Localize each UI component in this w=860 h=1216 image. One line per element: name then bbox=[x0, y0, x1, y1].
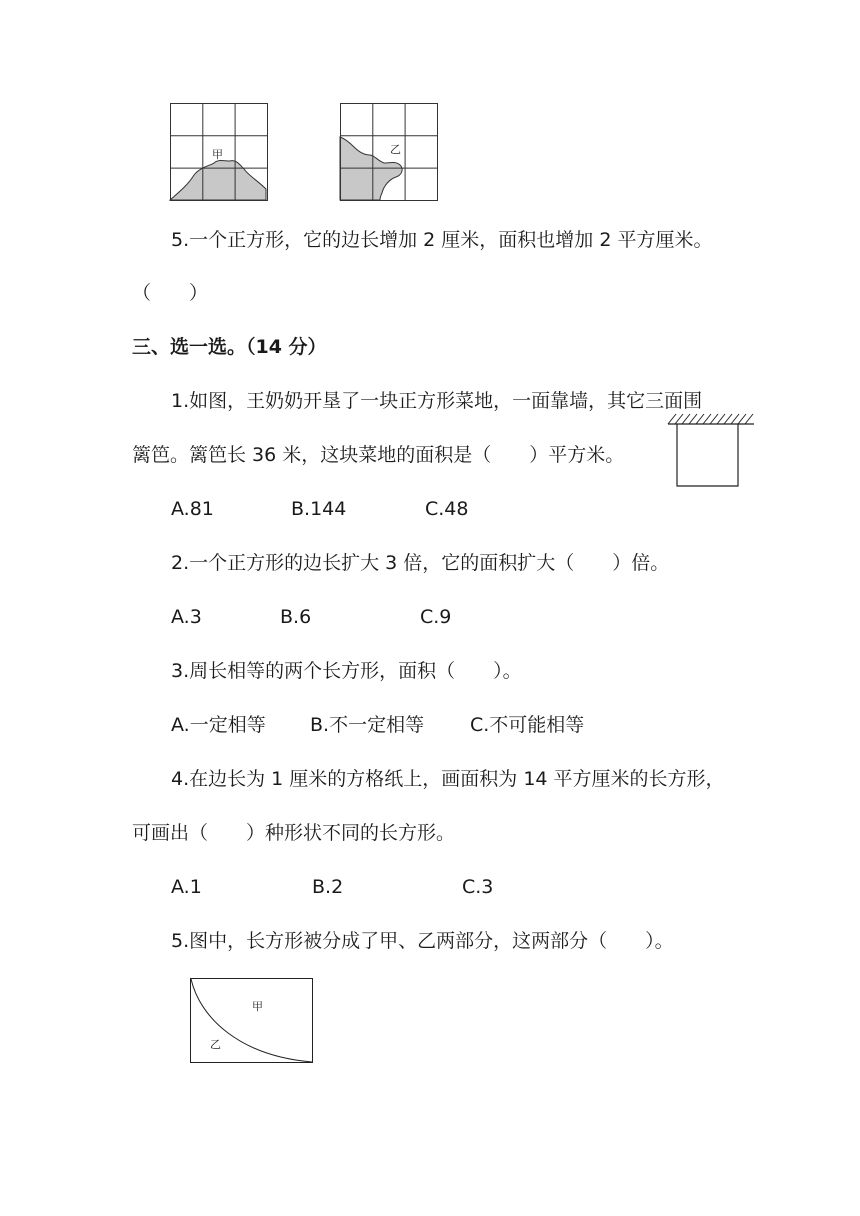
q3: 3.周长相等的两个长方形，面积（ ）。 bbox=[171, 660, 522, 682]
q1-option-b: B.144 bbox=[291, 498, 347, 520]
q3-option-b: B.不一定相等 bbox=[310, 714, 425, 736]
q4-option-a: A.1 bbox=[171, 876, 202, 898]
shaded-region-jia bbox=[170, 161, 266, 201]
q5: 5.图中，长方形被分成了甲、乙两部分，这两部分（ ）。 bbox=[171, 930, 674, 952]
rectangle-outline bbox=[191, 979, 313, 1063]
rectangle-split-figure bbox=[190, 978, 314, 1064]
q1-line2: 篱笆。篱笆长 36 米，这块菜地的面积是（ ）平方米。 bbox=[132, 444, 625, 466]
q4-line2: 可画出（ ）种形状不同的长方形。 bbox=[132, 822, 456, 844]
wall-garden-figure bbox=[668, 410, 754, 488]
grid-figure-yi bbox=[340, 103, 438, 201]
part2-q5: 5.一个正方形，它的边长增加 2 厘米，面积也增加 2 平方厘米。 bbox=[171, 229, 713, 251]
grid-figure-jia bbox=[170, 103, 268, 201]
q3-option-c: C.不可能相等 bbox=[470, 714, 585, 736]
q2-option-b: B.6 bbox=[280, 606, 312, 628]
label-jia: 甲 bbox=[212, 148, 223, 161]
q2-option-a: A.3 bbox=[171, 606, 202, 628]
wall-hatch bbox=[668, 414, 753, 424]
q1-line1: 1.如图，王奶奶开垦了一块正方形菜地，一面靠墙，其它三面围 bbox=[171, 390, 703, 412]
q1-option-c: C.48 bbox=[425, 498, 469, 520]
label-yi: 乙 bbox=[390, 143, 401, 156]
section3-heading: 三、选一选。（14 分） bbox=[132, 336, 327, 358]
fig-label-jia: 甲 bbox=[252, 1000, 263, 1013]
q4-option-b: B.2 bbox=[312, 876, 344, 898]
fig-label-yi: 乙 bbox=[210, 1038, 221, 1051]
q2: 2.一个正方形的边长扩大 3 倍，它的面积扩大（ ）倍。 bbox=[171, 552, 670, 574]
q4-line1: 4.在边长为 1 厘米的方格纸上，画面积为 14 平方厘米的长方形， bbox=[171, 768, 725, 790]
fence-square bbox=[677, 424, 738, 486]
q1-option-a: A.81 bbox=[171, 498, 214, 520]
part2-q5-paren: （ ） bbox=[132, 282, 209, 304]
q3-option-a: A.一定相等 bbox=[171, 714, 266, 736]
q2-option-c: C.9 bbox=[420, 606, 452, 628]
q4-option-c: C.3 bbox=[462, 876, 494, 898]
